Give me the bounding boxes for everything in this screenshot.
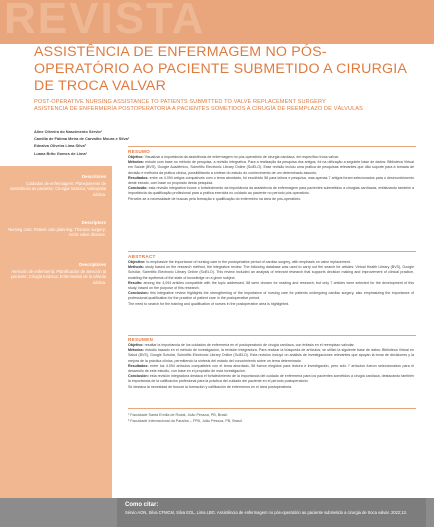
resumo-conclusao bbox=[128, 186, 414, 196]
author-name: Aline Oliveira do Nascimento Sérvio¹ bbox=[34, 129, 103, 134]
section-divider bbox=[128, 335, 416, 336]
text: entre los 4.094 artículos compatibles con el tema abordado, 58 fueron elegidos para lectura e investigación, pero solo 7 artículos fueron seleccionados para el desarrollo de este estudio, con base en el propósito de esta investigación. bbox=[128, 363, 415, 374]
keywords-pt bbox=[6, 174, 106, 197]
text: esta revisão integrativa trouxe o fortalecimento da importância da assistência de enfermagem para pacientes submetidos a cirurgias cardíacas, enfatizando também a importância da qualificação profissional para a prática exercida no cuidado ao paciente no período pós-operatório. bbox=[128, 186, 415, 196]
text: this integrative review highlights the strengthening of the importance of nursing care for patients undergoing cardiac surgery, also emphasizing the importance of professional qualification for the practice of patient care in the postoperative period. bbox=[128, 291, 414, 301]
text: Visualizar a importância da assistência de enfermagem no pós-operatório de cirurgia cardíaca, em específico troca valvar. bbox=[144, 155, 339, 159]
author-name: Luana Brito Gomes de Lima¹ bbox=[34, 150, 87, 156]
citation-bar bbox=[0, 498, 434, 527]
label: Results: bbox=[128, 280, 143, 285]
keywords-heading: Descritores bbox=[81, 174, 106, 179]
abstract-conclusion bbox=[128, 291, 414, 301]
text: to emphasize the importance of nursing care in the postoperative period of cardiac surgery, with emphasis on valve replacement. bbox=[146, 260, 351, 264]
section-heading: RESUMO bbox=[128, 149, 150, 154]
citation-heading: Como citar: bbox=[125, 502, 159, 508]
text: estudo com base no método de pesquisa, a revisão integrativa. Para a realização da pesquisa dos artigos, foi na utilização a seguinte base de dados: Biblioteca Virtual em Saúde (BVS), Google Acadêmico, Scientific Electronic Library Online (SciELO). Esse revisão incluiu uma prática de pesquisas relevantes que dão suporte para a tomada de decisão e melhoria da prática clínica, possibilitando a síntese do estudo do conhecimento de um determinado assunto. bbox=[128, 160, 415, 175]
keywords-text: Cuidados de enfermagem; Planejamento de assistência ao paciente; Cirurgia torácica; Valvopatia aórtica. bbox=[10, 180, 106, 197]
label: Conclusão: bbox=[128, 186, 148, 191]
text: estudio basado en el método de investigación, la revisión integradora. Para realizar la búsqueda de artículos, se utilizó la siguiente base de datos: Biblioteca Virtual en Salud (BVS), Google Scholar, Scientific Electronic Library Online (SciELO). Esta revisión incluyó un análisis de investigaciones relevantes que apoyan la toma de decisiones y la mejora de la práctica clínica, permitiendo la síntesis del estado del conocimiento sobre un tema determinado. bbox=[128, 348, 414, 363]
author-name: Camilla de Fátima Meira de Carvalho Moura e Silva¹ bbox=[34, 136, 130, 142]
abstract-extra: The need to search for the training and qualification of nurses in the postoperative area is highlighted. bbox=[128, 301, 290, 306]
label: Resultados: bbox=[128, 175, 149, 180]
resumen-section bbox=[128, 337, 414, 390]
citation-text: Sérvio AON, Silva CFMCM, Silva EOL, Lima LBG. Assistência de enfermagem no pós-operatório ao paciente submetido a cirurgia de troca valvar. 2022;13. bbox=[125, 510, 407, 515]
header-banner bbox=[0, 0, 434, 44]
banner-watermark: REVISTA bbox=[4, 0, 206, 43]
label: Métodos: bbox=[128, 160, 144, 165]
citation-box bbox=[117, 498, 426, 527]
keywords-text: Nursing care; Patient care planning; Thoracic surgery; Aortic valve disease. bbox=[8, 226, 106, 238]
keywords-heading: Descriptors bbox=[81, 220, 106, 225]
label: Objetivo: bbox=[128, 155, 144, 159]
abstract-methods bbox=[128, 265, 414, 281]
label: Conclusión: bbox=[128, 374, 149, 379]
subtitle-english: POST-OPERATIVE NURSING ASSISTANCE TO PATIENTS SUBMITTED TO VALVE REPLACEMENT SURGERY bbox=[34, 99, 326, 105]
resumo-section bbox=[128, 149, 414, 202]
footnote: ² Faculdade Internacional da Paraíba – FPB, João Pessoa, PB, Brasil. bbox=[128, 419, 243, 423]
resumen-metodos bbox=[128, 348, 414, 364]
label: Methods: bbox=[128, 265, 144, 270]
resumen-extra: Se destaca la necesidad de buscar la formación y calificación de enfermeros en el área postoperatoria. bbox=[128, 384, 293, 389]
keywords-heading: Descriptores bbox=[79, 262, 106, 267]
footnote: ¹ Faculdade Santa Emília de Rodat, João Pessoa, PB, Brasil. bbox=[128, 413, 229, 417]
subtitle-spanish: ASISTENCIA DE ENFERMERÍA POSTOPERATORIA A PACIENTES SOMETIDOS A CIRUGÍA DE REEMPLAZO DE VÁLVULAS bbox=[34, 106, 363, 112]
resumen-conclusion bbox=[128, 374, 414, 384]
section-heading: ABSTRACT bbox=[128, 254, 156, 259]
text: study based on the research method, the integrative review. The following database was used to carry out the search for articles: Virtual Health Library (BVS), Google Scholar, Scientific Electronic Library Online (SciELO). This review included an analysis of relevant research that supports decision making and improvement of clinical practice, enabling the synthesis of the state of knowledge on a given subject. bbox=[128, 265, 415, 280]
author-list bbox=[34, 128, 129, 157]
text: among the 4,094 articles compatible with the topic addressed, 58 were chosen for reading and research, but only 7 articles were selected for the development of this study, based on the purpose of this research. bbox=[128, 280, 414, 291]
resumen-resultados bbox=[128, 364, 414, 374]
resumo-resultados bbox=[128, 176, 414, 186]
label: Objetivo: bbox=[128, 343, 144, 347]
article-title: ASSISTÊNCIA DE ENFERMAGEM NO PÓS-OPERATÓRIO AO PACIENTE SUBMETIDO A CIRURGIA DE TROCA VALVAR bbox=[34, 44, 407, 94]
section-heading: RESUMEN bbox=[128, 337, 154, 342]
affiliation-footnotes bbox=[128, 412, 243, 424]
keywords-es bbox=[6, 262, 106, 285]
author-name: Ednalva Oliveira Lima Silva² bbox=[34, 143, 86, 149]
text: entre os 4.094 artigos compatíveis com o tema abordado, foi escolhido 58 para leitura e pesquisa, mas apenas 7 artigos foram selecionados para o desenvolvimento deste estudo, com base no propósito desta pesquisa. bbox=[128, 175, 414, 186]
resumo-metodos bbox=[128, 160, 414, 176]
keywords-en bbox=[6, 220, 106, 238]
section-divider bbox=[128, 146, 416, 147]
label: Resultados: bbox=[128, 363, 149, 368]
label: Conclusion: bbox=[128, 291, 149, 296]
keywords-sidebar bbox=[0, 166, 112, 498]
section-divider bbox=[128, 408, 416, 409]
abstract-results bbox=[128, 281, 414, 291]
label: Objective: bbox=[128, 260, 146, 264]
label: Métodos: bbox=[128, 348, 144, 353]
text: esta revisión integradora destaca el fortalecimiento de la importancia del cuidado de enfermería para los pacientes sometidos a cirugía cardíaca, destacando también la importancia de la calificación profesional para la práctica del cuidado del paciente en el período postoperatorio. bbox=[128, 374, 414, 384]
abstract-section bbox=[128, 254, 414, 307]
section-divider bbox=[128, 251, 416, 252]
keywords-text: Atención de enfermería; Planificación de atención al paciente; Cirugía torácica; Enfermedad de la válvula aórtica. bbox=[11, 268, 106, 285]
resumo-extra: Percebe-se a necessidade de buscas pela formação e qualificação do enfermeiro na área de pós-operatório. bbox=[128, 196, 302, 201]
text: resaltar la importancia de los cuidados de enfermería en el postoperatorio de cirugía cardíaca, con énfasis en el reemplazo valvular. bbox=[144, 343, 355, 347]
